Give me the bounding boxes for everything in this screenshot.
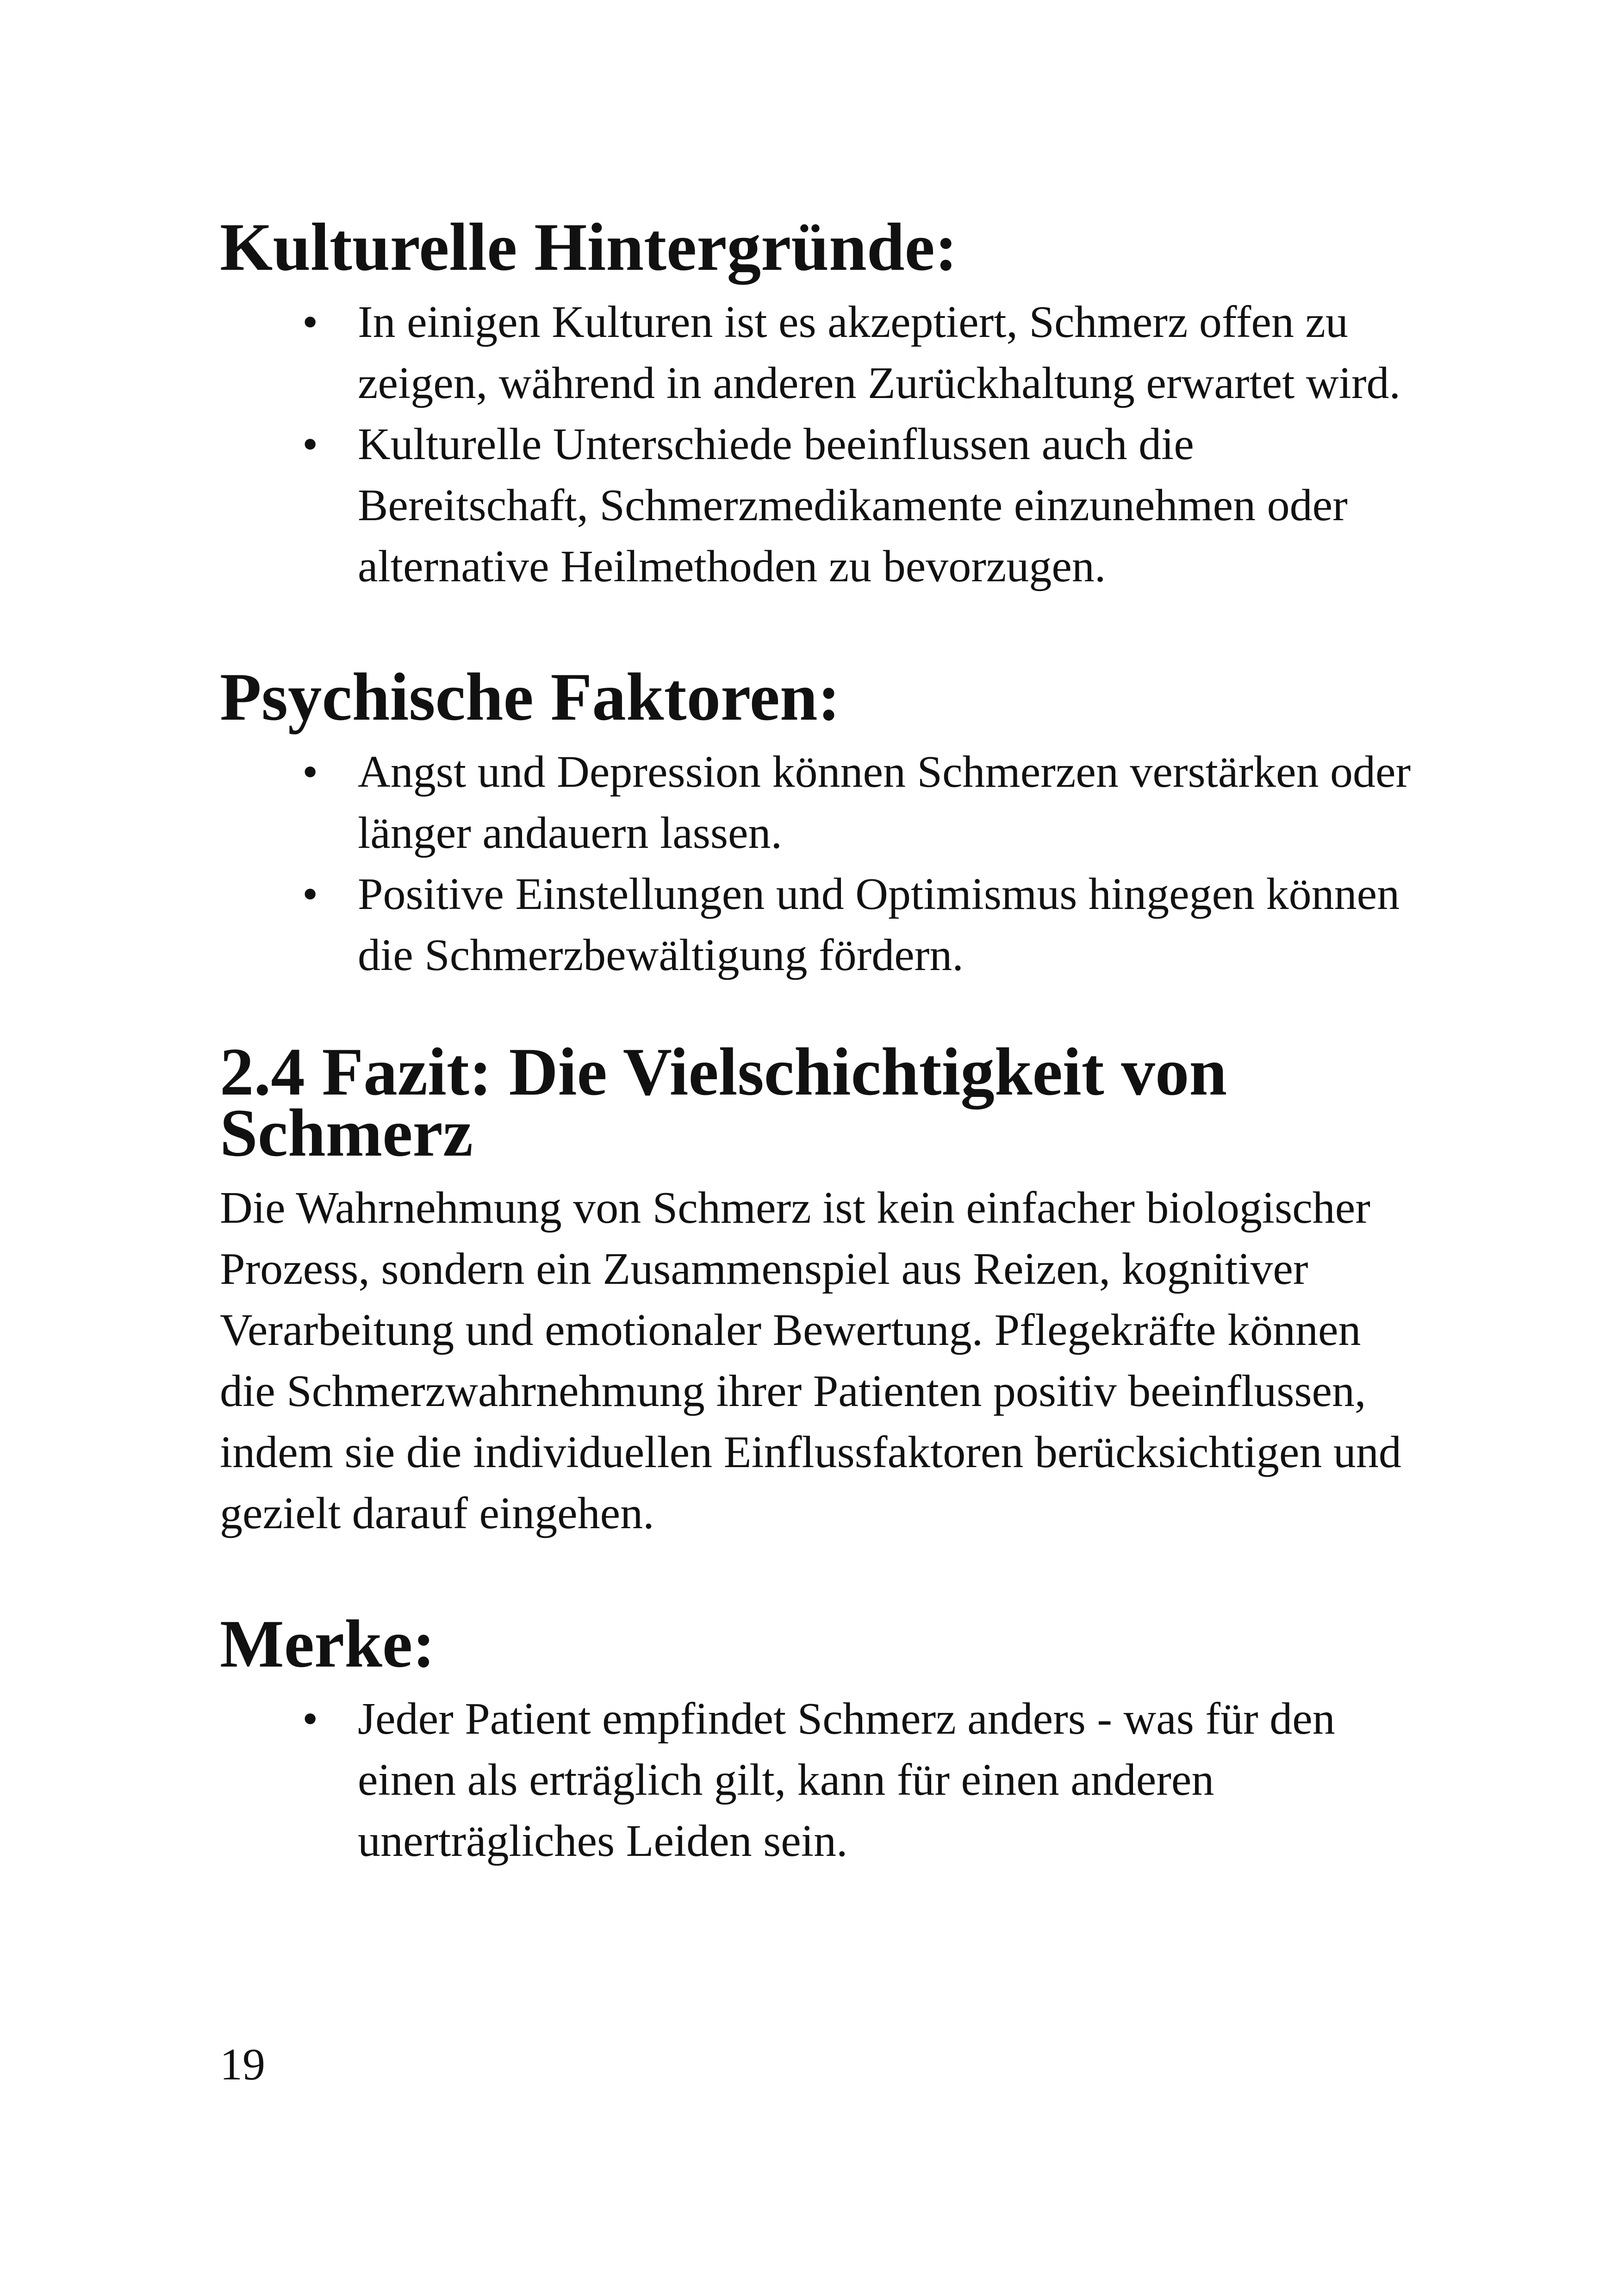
list-item-text: Kulturelle Unterschiede beeinflussen auch die Bereitschaft, Schmerzmedikamente einzunehmen oder alternative Heilmethoden zu bevorzugen. [358, 419, 1348, 591]
list-item [220, 741, 1423, 864]
section-heading-note: Merke: [220, 1606, 436, 1681]
bullet-icon: • [302, 869, 318, 919]
bullet-icon: • [302, 297, 318, 347]
bullet-icon: • [302, 419, 318, 469]
section-heading-cultural: Kulturelle Hintergründe: [220, 209, 958, 285]
list-item-text: Angst und Depression können Schmerzen verstärken oder länger andauern lassen. [358, 747, 1411, 858]
list-item [220, 292, 1423, 414]
section-heading-psychological: Psychische Faktoren: [220, 659, 840, 734]
list-item [220, 414, 1423, 597]
bullet-icon: • [302, 1694, 318, 1744]
list-item-text: In einigen Kulturen ist es akzeptiert, Schmerz offen zu zeigen, während in anderen Zurückhaltung erwartet wird. [358, 297, 1401, 408]
section-heading-conclusion: 2.4 Fazit: Die Vielschichtigkeit von Schmerz [220, 1034, 1227, 1170]
conclusion-paragraph: Die Wahrnehmung von Schmerz ist kein einfacher biologischer Prozess, sondern ein Zusammenspiel aus Reizen, kognitiver Verarbeitung und emotionaler Bewertung. Pflegekräfte können die Schmerzwahrnehmung ihrer Patienten positiv beeinflussen, indem sie die individuellen Einflussfaktoren berücksichtigen und gezielt darauf eingehen. [220, 1183, 1401, 1538]
bullet-list-psychological [220, 741, 1423, 986]
bullet-list-cultural [220, 292, 1423, 597]
list-item-text: Positive Einstellungen und Optimismus hingegen können die Schmerzbewältigung fördern. [358, 869, 1400, 980]
list-item [220, 1688, 1423, 1872]
bullet-list-note [220, 1688, 1423, 1872]
page-number: 19 [220, 2040, 265, 2090]
page-content [220, 209, 1423, 1872]
bullet-icon: • [302, 747, 318, 797]
list-item [220, 864, 1423, 986]
list-item-text: Jeder Patient empfindet Schmerz anders - was für den einen als erträglich gilt, kann für einen anderen unerträgliches Leiden sein. [358, 1694, 1335, 1866]
